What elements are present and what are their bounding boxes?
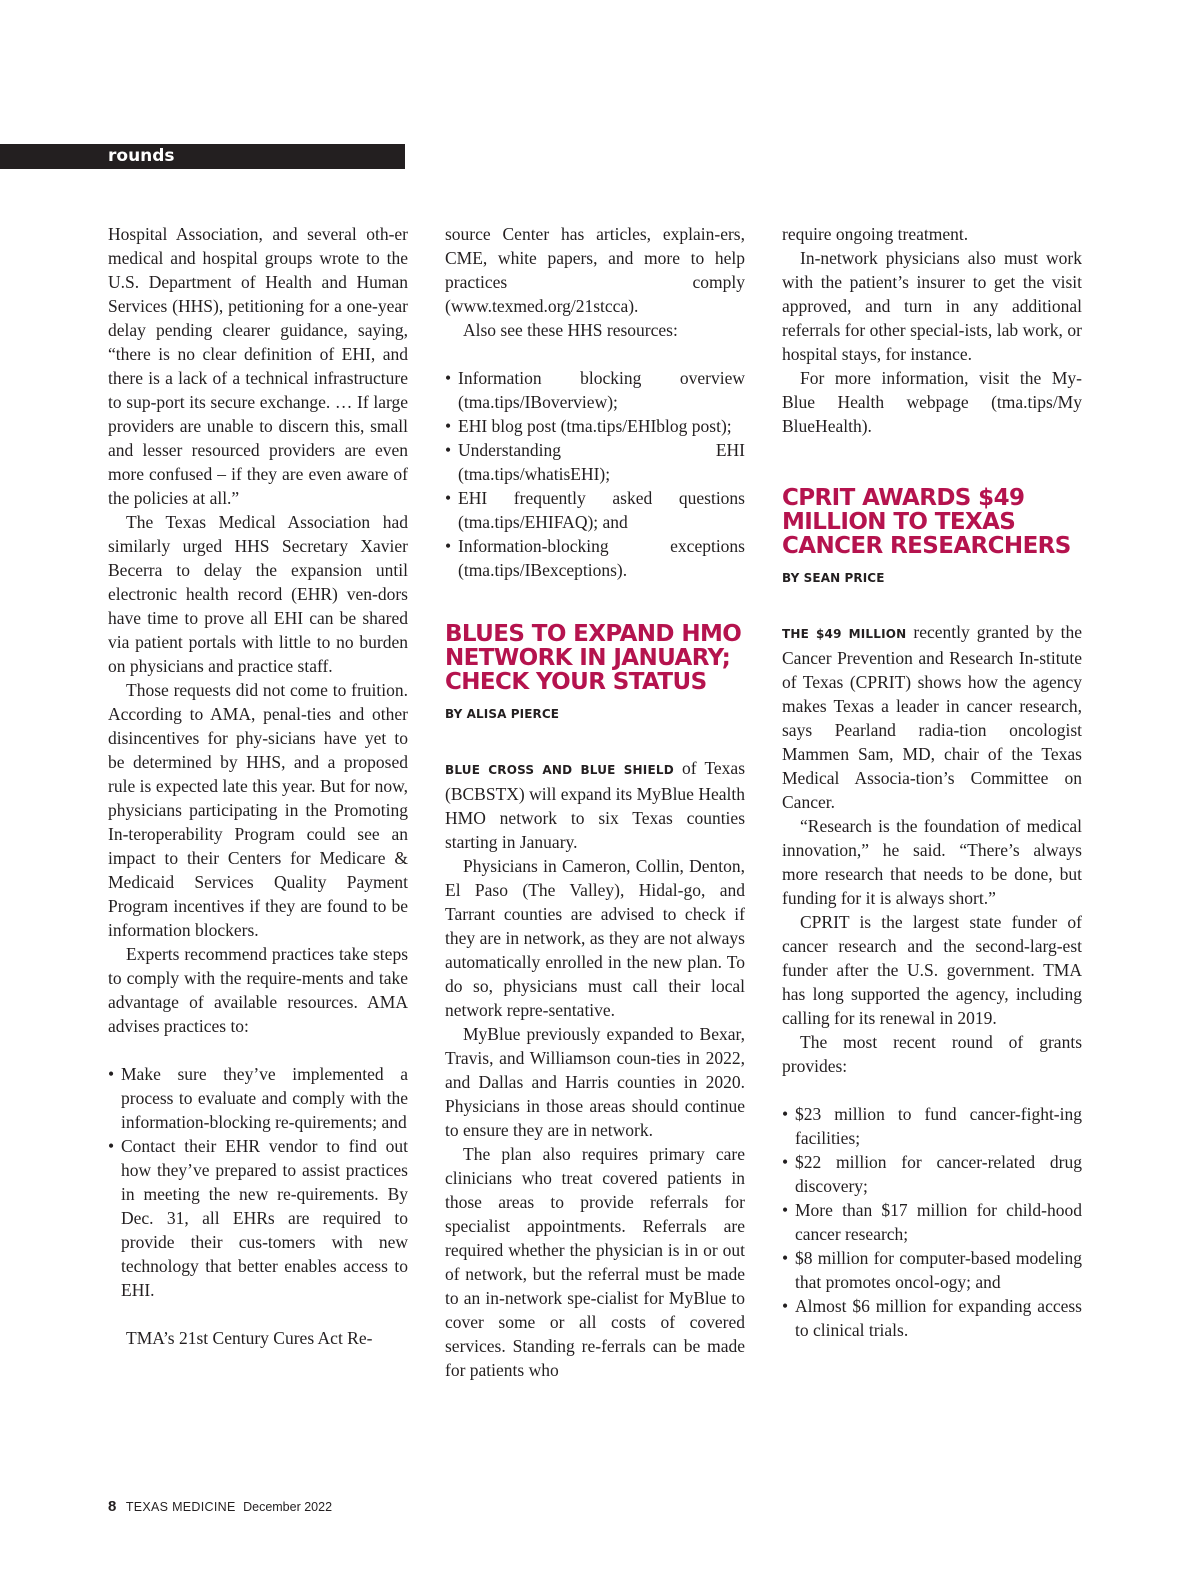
issue-date: December 2022 [243,1500,333,1514]
publication-name: TEXAS MEDICINE [125,1500,236,1514]
list-item: • More than $17 million for child-hood cancer research; [782,1198,1082,1246]
bullet-list [782,1102,1082,1342]
list-item: • Make sure they’ve implemented a process to evaluate and comply with the information-blocking re-quirements; and [108,1062,408,1134]
list-item: • $23 million to fund cancer-fight-ing facilities; [782,1102,1082,1150]
list-item: • EHI frequently asked questions (tma.tips/EHIFAQ); and [445,486,745,534]
lead-in: BLUE CROSS AND BLUE SHIELD [445,763,674,777]
paragraph [445,756,745,854]
paragraph: Also see these HHS resources: [463,320,678,340]
section-label: rounds [108,146,175,166]
list-item: • Information-blocking exceptions (tma.tips/IBexceptions). [445,534,745,582]
section-bar [0,144,405,169]
list-item: • $8 million for computer-based modeling that promotes oncol-ogy; and [782,1246,1082,1294]
paragraph: Physicians in Cameron, Collin, Denton, El Paso (The Valley), Hidal-go, and Tarrant counties are advised to check if they are in network, as they are not always automatically enrolled in the new plan. To do so, physicians must call their local network repre-sentative. [445,856,745,1020]
paragraph: For more information, visit the My-Blue Health webpage (tma.tips/My BlueHealth). [782,368,1082,436]
paragraph: In-network physicians also must work with the patient’s insurer to get the visit approved, and turn in any additional referrals for other special-ists, lab work, or hospital stays, for instance. [782,248,1082,364]
article-headline: CPRIT AWARDS $49 MILLION TO TEXAS CANCER RESEARCHERS [782,485,1071,559]
lead-in: THE $49 MILLION [782,627,907,641]
lead-paragraph-text: of Texas (BCBSTX) will expand its MyBlue Health HMO network to six Texas counties starting in January. [445,758,746,852]
paragraph: “Research is the foundation of medical innovation,” he said. “There’s always more research that needs to be done, but funding for it is always short.” [782,816,1082,908]
paragraph: require ongoing treatment. [782,224,969,244]
paragraph: source Center has articles, explain-ers, CME, white papers, and more to help practices comply (www.texmed.org/21stcca). [445,224,745,316]
bullet-list [108,1062,408,1302]
article-headline: BLUES TO EXPAND HMO NETWORK IN JANUARY; CHECK YOUR STATUS [445,621,742,695]
article-byline: BY SEAN PRICE [782,571,885,585]
list-item: • Almost $6 million for expanding access to clinical trials. [782,1294,1082,1342]
list-item: • EHI blog post (tma.tips/EHIblog post); [445,414,745,438]
article-byline: BY ALISA PIERCE [445,707,560,721]
bullet-list [445,366,745,582]
paragraph: The most recent round of grants provides: [782,1032,1082,1076]
column-2 [445,222,745,1382]
paragraph: TMA’s 21st Century Cures Act Re- [126,1328,373,1348]
paragraph: Those requests did not come to fruition. According to AMA, penal-ties and other disincentives for phy-sicians have yet to be determined by HHS, and a proposed rule is expected late this year. But for now, physicians participating in the Promoting In-teroperability Program could see an impact to their Centers for Medicare & Medicaid Services Quality Payment Program incentives if they are found to be information blockers. [108,680,408,940]
page-footer [108,1498,332,1515]
paragraph: Experts recommend practices take steps to comply with the require-ments and take advantage of available resources. AMA advises practices to: [108,944,408,1036]
paragraph: Hospital Association, and several oth-er medical and hospital groups wrote to the U.S. Department of Health and Human Services (HHS), petitioning for a one-year delay pending clearer guidance, saying, “there is no clear definition of EHI, and there is a lack of a technical infrastructure to sup-port its secure exchange. … If large providers are unable to discern this, small and lesser resourced providers are even more confused – if they are even aware of the policies at all.” [108,224,408,508]
list-item: • $22 million for cancer-related drug discovery; [782,1150,1082,1198]
list-item: • Information blocking overview (tma.tips/IBoverview); [445,366,745,414]
paragraph: CPRIT is the largest state funder of cancer research and the second-larg-est funder after the U.S. government. TMA has long supported the agency, including calling for its renewal in 2019. [782,912,1082,1028]
paragraph: The plan also requires primary care clinicians who treat covered patients in those areas to provide referrals for specialist appointments. Referrals are required whether the physician is in or out of network, but the referral must be made to an in-network spe-cialist for MyBlue to cover some or all costs of covered services. Standing re-ferrals can be made for patients who [445,1144,745,1380]
lead-paragraph-text: recently granted by the Cancer Prevention and Research In-stitute of Texas (CPRIT) shows how the agency makes Texas a leader in cancer research, says Pearland radia-tion oncologist Mammen Sam, MD, chair of the Texas Medical Associa-tion’s Committee on Cancer. [782,622,1082,812]
page-number: 8 [108,1498,117,1515]
column-1 [108,222,408,1350]
column-3 [782,222,1082,1342]
paragraph [782,620,1082,814]
list-item: • Understanding EHI (tma.tips/whatisEHI); [445,438,745,486]
paragraph: The Texas Medical Association had similarly urged HHS Secretary Xavier Becerra to delay the expansion until electronic health record (EHR) ven-dors have time to prove all EHI can be shared via patient portals with little to no burden on physicians and practice staff. [108,512,408,676]
list-item: • Contact their EHR vendor to find out how they’ve prepared to assist practices in meeting the new re-quirements. By Dec. 31, all EHRs are required to provide their cus-tomers with new technology that better enables access to EHI. [108,1134,408,1302]
paragraph: MyBlue previously expanded to Bexar, Travis, and Williamson coun-ties in 2022, and Dallas and Harris counties in 2020. Physicians in those areas should continue to ensure they are in network. [445,1024,745,1140]
